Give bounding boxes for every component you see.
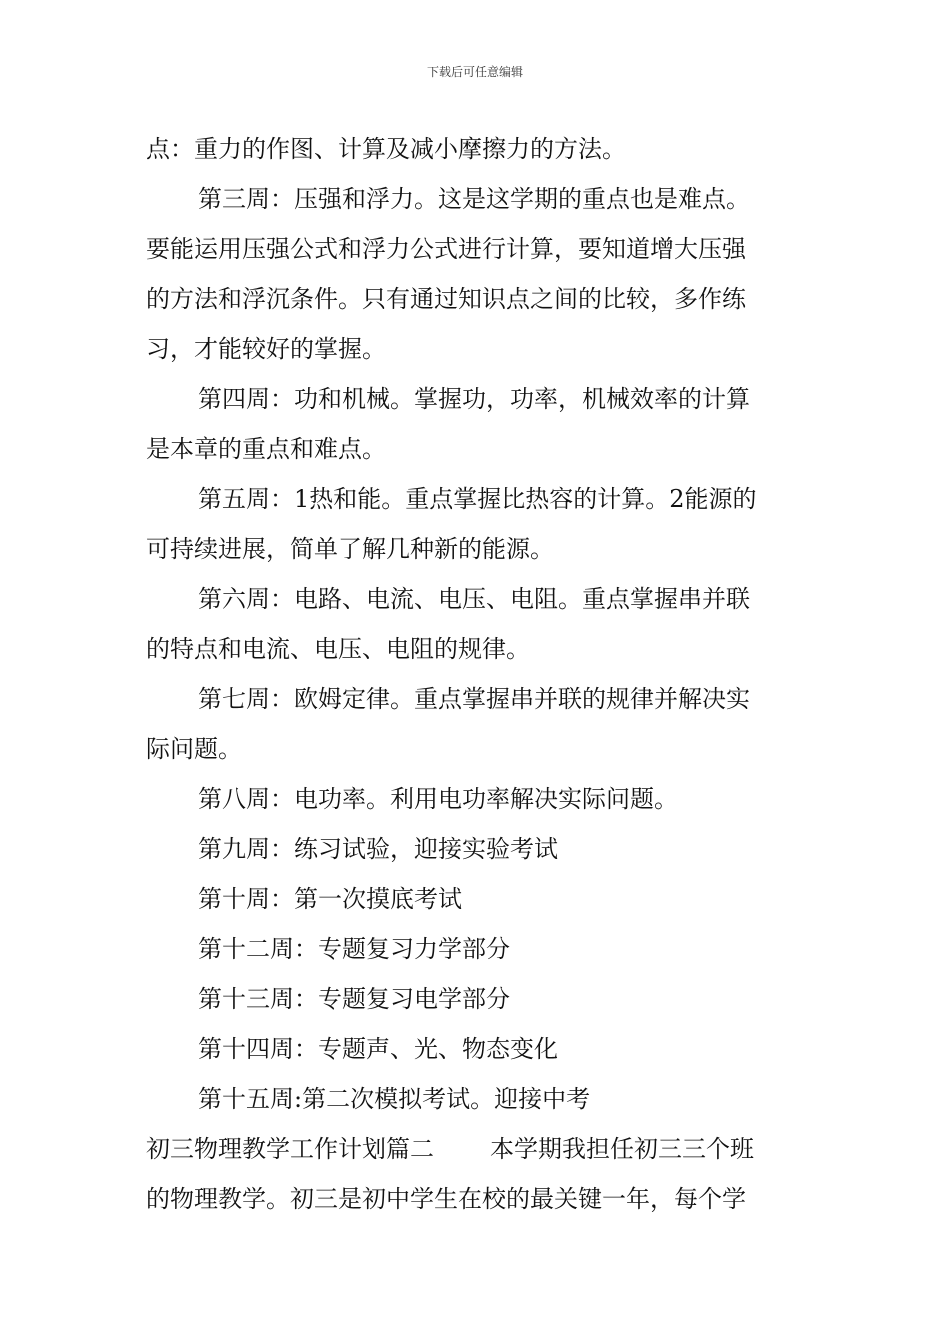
text-line: 的物理教学。初三是初中学生在校的最关键一年，每个学 [146, 1185, 746, 1213]
paragraph-week-6: 第六周：电路、电流、电压、电阻。重点掌握串并联 [198, 585, 750, 613]
paragraph-week-3: 第三周：压强和浮力。这是这学期的重点也是难点。 [198, 185, 750, 213]
text-line: 的特点和电流、电压、电阻的规律。 [146, 635, 530, 663]
document-body [146, 124, 810, 1224]
paragraph-week-4: 第四周：功和机械。掌握功，功率，机械效率的计算 [198, 385, 750, 413]
paragraph-week-7: 第七周：欧姆定律。重点掌握串并联的规律并解决实 [198, 685, 750, 713]
text-line: 习，才能较好的掌握。 [146, 335, 386, 363]
paragraph-week-14: 第十四周：专题声、光、物态变化 [198, 1035, 558, 1063]
paragraph-week-13: 第十三周：专题复习电学部分 [198, 985, 510, 1013]
page-header: 下载后可任意编辑 [426, 65, 523, 79]
text-line: 点：重力的作图、计算及减小摩擦力的方法。 [146, 135, 626, 163]
paragraph-week-5: 第五周：1热和能。重点掌握比热容的计算。2能源的 [198, 485, 757, 513]
paragraph-week-12: 第十二周：专题复习力学部分 [198, 935, 510, 963]
text-line: 的方法和浮沉条件。只有通过知识点之间的比较，多作练 [146, 285, 746, 313]
text-line: 际问题。 [146, 735, 242, 763]
section-heading-line [146, 1124, 810, 1174]
text-line: 可持续进展，简单了解几种新的能源。 [146, 535, 554, 563]
text-line: 是本章的重点和难点。 [146, 435, 386, 463]
text-line: 本学期我担任初三三个班 [490, 1135, 754, 1163]
text-line: 要能运用压强公式和浮力公式进行计算，要知道增大压强 [146, 235, 746, 263]
paragraph-week-10: 第十周：第一次摸底考试 [198, 885, 462, 913]
paragraph-week-8: 第八周：电功率。利用电功率解决实际问题。 [198, 785, 678, 813]
paragraph-week-9: 第九周：练习试验，迎接实验考试 [198, 835, 558, 863]
paragraph-week-15: 第十五周:第二次模拟考试。迎接中考 [198, 1085, 591, 1113]
section-heading: 初三物理教学工作计划篇二 [146, 1135, 434, 1163]
